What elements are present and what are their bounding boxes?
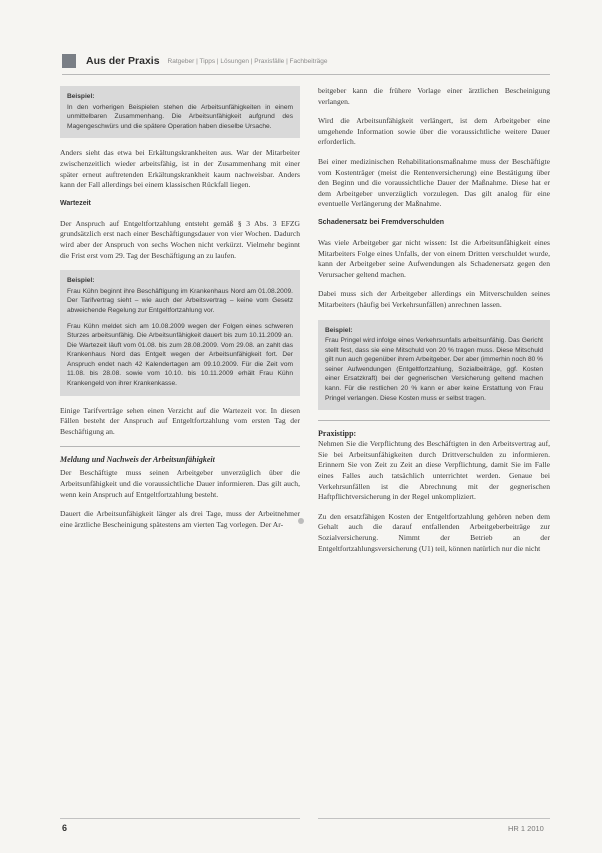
section-heading-meldung: Meldung und Nachweis der Arbeitsunfähigkeit bbox=[60, 455, 215, 465]
punch-hole-mark bbox=[298, 518, 304, 524]
paragraph: Bei einer medizinischen Rehabilitationsmaßnahme muss der Beschäftigte vom Kostenträger (meist die Rentenversicherung) eine Bestätigung über den Beginn und die voraussichtliche Dauer der Maßnahme. Diese hat er dem Arbeitgeber unverzüglich vorzulegen. Das gilt analog für eine eventuelle Verlängerung der Maßnahme. bbox=[318, 156, 550, 209]
paragraph: Anders sieht das etwa bei Erkältungskrankheiten aus. War der Mitarbeiter zwischenzeitlich wieder arbeitsfähig, ist in der Zusammenhang mit einer später erneut auftretenden Erkältungskrankheit kaum nachweisbar. Anders kann der Fall allerdings bei einem klassischen Rückfall liegen. bbox=[60, 148, 300, 190]
example-text: In den vorherigen Beispielen stehen die Arbeitsunfähigkeiten in einem unmittelbaren Zusammenhang. Die Arbeitsunfähigkeit aufgrund des Magengeschwürs und die spätere Operation haben dieselbe Ursache. bbox=[67, 103, 293, 130]
paragraph: Wird die Arbeitsunfähigkeit verlängert, ist dem Arbeitgeber eine umgehende Information sowie über die voraussichtliche weitere Dauer erforderlich. bbox=[318, 116, 550, 147]
paragraph: Was viele Arbeitgeber gar nicht wissen: Ist die Arbeitsunfähigkeit eines Mitarbeiters Folge eines Unfalls, der von einem Dritten verschuldet wurde, kann der Arbeitgeber seine Aufwendungen als Schadenersatz gegen den Verursacher geltend machen. bbox=[318, 237, 550, 279]
example-box bbox=[60, 270, 300, 396]
paragraph: Dabei muss sich der Arbeitgeber allerdings ein Mitverschulden seines Mitarbeiters (häufig bei Verkehrsunfällen) anrechnen lassen. bbox=[318, 289, 550, 309]
header-divider bbox=[62, 74, 550, 75]
example-text: Frau Pringel wird infolge eines Verkehrsunfalls arbeitsunfähig. Das Gericht stellt fest, dass sie eine Mitschuld von 20 % tragen muss. Diese Mitschuld gilt nun auch gegenüber ihrem Arbeitgeber. Der aber (immerhin noch 80 % seiner Aufwendungen (Entgeltfortzahlung, Sozialbeiträge, ggf. Kosten einer Ersatzkraft) bei der gegnerischen Versicherung geltend machen kann. Für die restlichen 20 % kann er aber keine Erstattung von Frau Pringel verlangen. Diese Kosten muss er selbst tragen. bbox=[325, 337, 543, 402]
paragraph: Einige Tarifverträge sehen einen Verzicht auf die Wartezeit vor. In diesen Fällen besteht der Anspruch auf Entgeltfortzahlung vom ersten Tag der Beschäftigung an. bbox=[60, 405, 300, 436]
paragraph: beitgeber kann die frühere Vorlage einer ärztlichen Bescheinigung verlangen. bbox=[318, 86, 550, 106]
example-title: Beispiel: bbox=[325, 326, 353, 334]
left-column bbox=[60, 86, 300, 539]
section-marker-icon bbox=[62, 54, 76, 68]
practice-tip-title: Praxistipp: bbox=[318, 429, 357, 439]
section-divider bbox=[60, 446, 300, 447]
example-title: Beispiel: bbox=[67, 93, 95, 100]
example-text: Frau Kühn beginnt ihre Beschäftigung im Krankenhaus Nord am 01.08.2009. Der Tarifvertrag sieht – wie auch der Arbeitsvertrag – keine vom Gesetz abweichende Regelung zur Entgeltfortzahlung vor. bbox=[67, 287, 293, 314]
page-header bbox=[62, 52, 328, 70]
paragraph: Der Anspruch auf Entgeltfortzahlung entsteht gemäß § 3 Abs. 3 EFZG grundsätzlich erst nach einer Beschäftigungsdauer von vier Wochen. Dadurch wird aber der Anspruch von sechs Wochen nicht verkürzt. Vielmehr beginnt die Frist erst vom 29. Tag der Beschäftigung an zu laufen. bbox=[60, 218, 300, 260]
right-column bbox=[318, 86, 550, 563]
paragraph: Dauert die Arbeitsunfähigkeit länger als drei Tage, muss der Arbeitnehmer eine ärztliche Bescheinigung spätestens am vierten Tag vorlegen. Der Ar- bbox=[60, 509, 300, 529]
paragraph: Zu den ersatzfähigen Kosten der Entgeltfortzahlung gehören neben dem Gehalt auch die darauf entfallenden Arbeitgeberbeiträge zur Sozialversicherung. Nimmt der Betrieb an der Entgeltfortzahlungsversicherung (U1) teil, können natürlich nur die nicht bbox=[318, 511, 550, 553]
footer-divider bbox=[60, 818, 300, 819]
section-title: Aus der Praxis bbox=[86, 55, 160, 67]
section-divider bbox=[318, 420, 550, 421]
example-title: Beispiel: bbox=[67, 277, 95, 285]
paragraph: Nehmen Sie die Verpflichtung des Beschäftigten in den Arbeitsvertrag auf, Sie bei Arbeitsunfähigkeiten durch Drittverschulden zu informieren. Erinnern Sie von Zeit zu Zeit an diese Verpflichtung, damit Sie im Falle eines Falles auch tatsächlich unterrichtet werden. Genaue bei Verkehrsunfällen ist die Abrechnung mit der gegnerischen Haftpflichtversicherung in der Regel unkompliziert. bbox=[318, 439, 550, 502]
example-text: Frau Kühn meldet sich am 10.08.2009 wegen der Folgen eines schweren Sturzes arbeitsunfähig. Die Arbeitsunfähigkeit dauert bis zum 10.11.2009 an. Die Wartezeit läuft vom 01.08. bis zum 28.08.2009. Vom 29.08. an zahlt das Krankenhaus Nord das Entgelt wegen der Arbeitsunfähigkeit fort. Der Anspruch endet nach 42 Kalendertagen am 09.10.2009. Für die Zeit vom 11.08. bis 28.08. sowie vom 10.10. bis 10.11.2009 erhält Frau Kühn Krankengeld von ihrer Krankenkasse. bbox=[67, 322, 293, 388]
section-heading-schadenersatz: Schadenersatz bei Fremdverschulden bbox=[318, 218, 445, 226]
page-number: 6 bbox=[62, 823, 68, 833]
section-heading-wartezeit: Wartezeit bbox=[60, 199, 91, 207]
footer-divider bbox=[318, 818, 550, 819]
example-box bbox=[60, 86, 300, 138]
issue-label: HR 1 2010 bbox=[508, 824, 544, 833]
paragraph: Der Beschäftigte muss seinen Arbeitgeber unverzüglich über die Arbeitsunfähigkeit und die voraussichtliche Dauer informieren. Das gilt auch, wenn kein Anspruch auf Entgeltfortzahlung besteht. bbox=[60, 468, 300, 499]
example-box bbox=[318, 320, 550, 411]
section-subtitle: Ratgeber | Tipps | Lösungen | Praxisfälle | Fachbeiträge bbox=[167, 57, 328, 65]
